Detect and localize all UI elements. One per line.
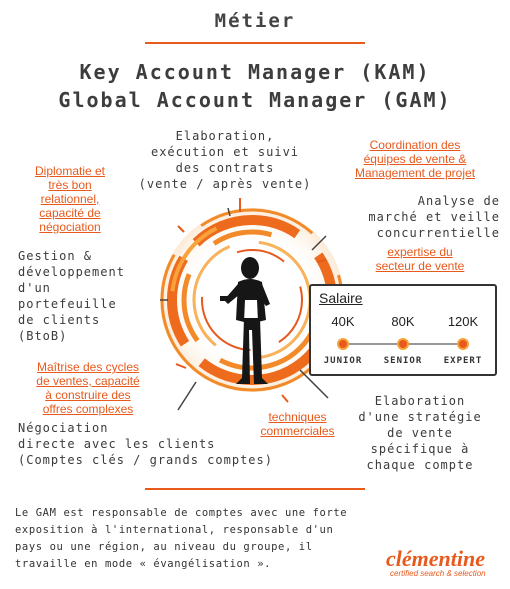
label-line: Elaboration,: [175, 129, 275, 143]
label-line: expertise du: [387, 245, 453, 259]
label-line: des contrats: [175, 161, 275, 175]
label-line: capacité de: [39, 206, 101, 220]
label-line: portefeuille: [18, 297, 117, 311]
label-line: négociation: [39, 220, 101, 234]
label-diplomatie: [20, 164, 120, 234]
footer-line: pays ou une région, au niveau du groupe, il: [15, 541, 313, 553]
label-line: de ventes, capacité: [36, 374, 140, 388]
label-line: Négociation: [18, 421, 109, 435]
label-line: concurrentielle: [376, 226, 500, 240]
label-line: de vente: [387, 426, 453, 440]
salary-marker-senior: [398, 339, 408, 349]
label-line: à construire des: [45, 388, 131, 402]
salary-value-expert: 120K: [447, 314, 479, 329]
label-line: Elaboration: [374, 394, 466, 408]
label-line: (vente / après vente): [138, 177, 312, 191]
label-line: équipes de vente &: [363, 152, 467, 166]
clementine-logo: clémentine: [386, 546, 485, 571]
label-line: exécution et suivi: [150, 145, 300, 159]
label-line: relationnel,: [40, 192, 100, 206]
salary-value-senior: 80K: [391, 314, 415, 329]
label-maitrise-cycles: [18, 360, 158, 416]
label-line: (BtoB): [18, 329, 68, 343]
footer-line: Le GAM est responsable de comptes avec une forte: [15, 507, 348, 519]
label-line: directe avec les clients: [18, 437, 216, 451]
divider-bottom: [145, 488, 365, 490]
salary-scale: [311, 334, 495, 354]
salary-marker-junior: [338, 339, 348, 349]
salary-value-junior: 40K: [331, 314, 355, 329]
salary-level-senior: SENIOR: [383, 356, 423, 366]
label-line: (Comptes clés / grands comptes): [18, 453, 273, 467]
logo-tagline: certified search & selection: [390, 569, 486, 578]
salary-level-expert: EXPERT: [443, 356, 483, 366]
label-line: d'une stratégie: [358, 410, 482, 424]
label-analyse-marche: [330, 193, 500, 241]
label-line: Maîtrise des cycles: [36, 360, 140, 374]
label-line: chaque compte: [366, 458, 474, 472]
page-heading-metier: Métier: [214, 10, 296, 32]
label-expertise: [355, 245, 485, 273]
label-line: très bon: [48, 178, 92, 192]
label-line: Coordination des: [369, 138, 461, 152]
label-strategie-vente: [340, 393, 500, 473]
label-line: marché et veille: [368, 210, 500, 224]
label-line: Diplomatie et: [34, 164, 106, 178]
label-gestion-portefeuille: [18, 248, 158, 344]
label-line: offres complexes: [42, 402, 134, 416]
label-coordination: [335, 138, 495, 180]
label-line: techniques: [268, 410, 327, 424]
salary-level-junior: JUNIOR: [323, 356, 363, 366]
label-line: de clients: [18, 313, 101, 327]
label-line: Gestion &: [18, 249, 93, 263]
salary-marker-expert: [458, 339, 468, 349]
footer-line: travaille en mode « évangélisation ».: [15, 558, 272, 570]
label-line: spécifique à: [370, 442, 470, 456]
footer-line: exposition à l'international, responsable d'un: [15, 524, 334, 536]
salary-title: Salaire: [319, 290, 363, 306]
title-kam: Key Account Manager (KAM): [79, 60, 431, 84]
salary-panel: [309, 284, 497, 376]
label-line: commerciales: [260, 424, 335, 438]
label-negociation: [18, 420, 338, 468]
label-line: Analyse de: [417, 194, 500, 208]
label-line: d'un: [18, 281, 51, 295]
label-line: secteur de vente: [375, 259, 465, 273]
title-gam: Global Account Manager (GAM): [58, 88, 452, 112]
label-elaboration-contrats: [120, 128, 330, 192]
label-line: développement: [18, 265, 125, 279]
label-line: Management de projet: [354, 166, 476, 180]
